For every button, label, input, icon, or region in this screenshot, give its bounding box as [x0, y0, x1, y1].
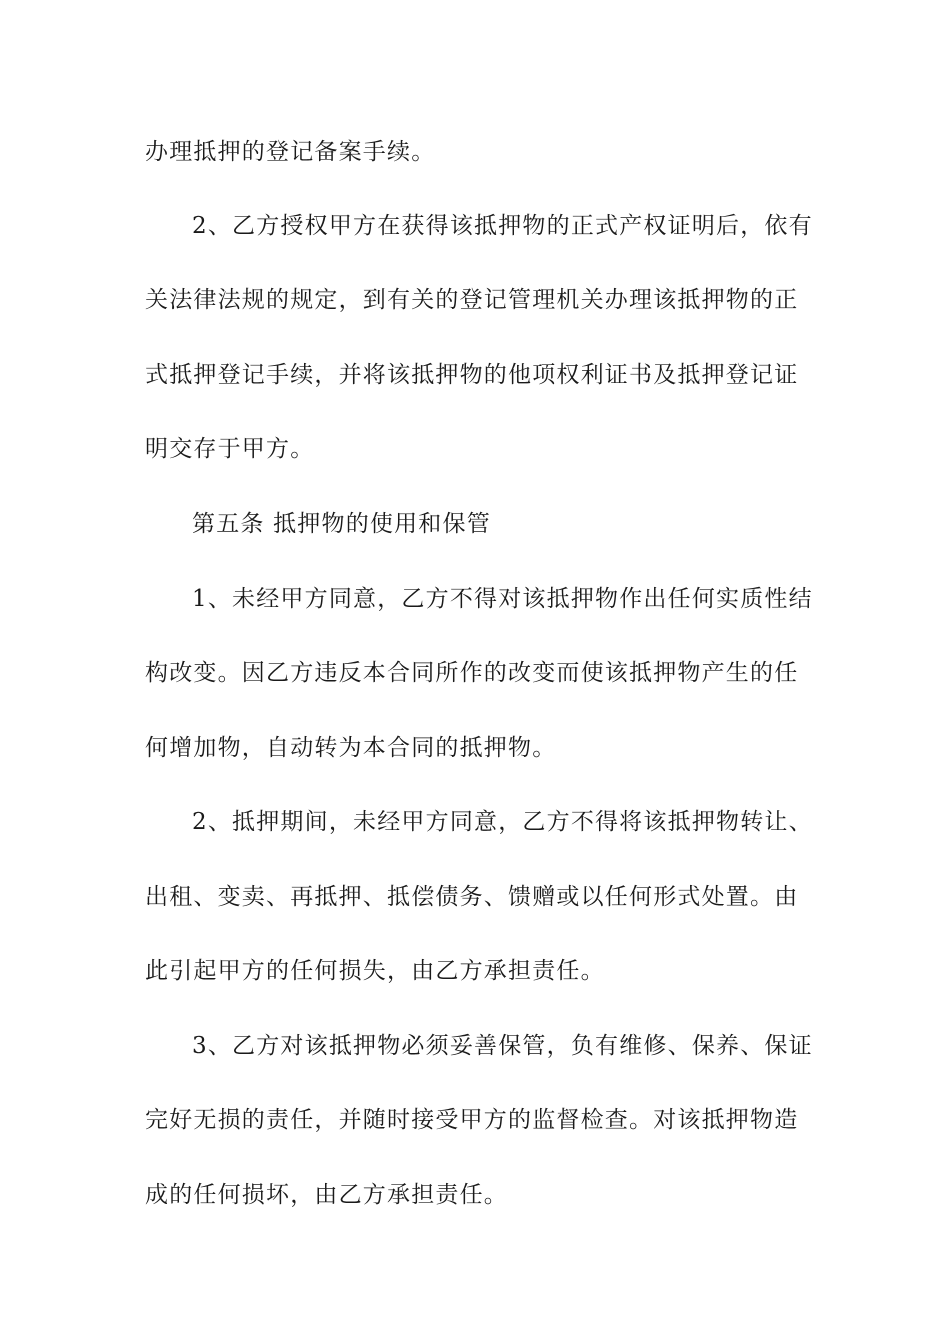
text-line: 成的任何损坏，由乙方承担责任。	[145, 1182, 508, 1208]
text-line: 出租、变卖、再抵押、抵偿债务、馈赠或以任何形式处置。由	[145, 884, 799, 910]
text-line: 何增加物，自动转为本合同的抵押物。	[145, 735, 557, 761]
text-line: 构改变。因乙方违反本合同所作的改变而使该抵押物产生的任	[145, 660, 799, 686]
text-line: 式抵押登记手续，并将该抵押物的他项权利证书及抵押登记证	[145, 362, 799, 388]
text-line: 关法律法规的规定，到有关的登记管理机关办理该抵押物的正	[145, 287, 799, 313]
text-line: 此引起甲方的任何损失，由乙方承担责任。	[145, 958, 605, 984]
text-line: 2、抵押期间，未经甲方同意，乙方不得将该抵押物转让、	[192, 809, 813, 835]
text-line: 办理抵押的登记备案手续。	[145, 139, 436, 165]
text-line: 1、未经甲方同意，乙方不得对该抵押物作出任何实质性结	[192, 586, 813, 612]
text-line: 明交存于甲方。	[145, 436, 315, 462]
text-line: 完好无损的责任，并随时接受甲方的监督检查。对该抵押物造	[145, 1107, 799, 1133]
text-line: 2、乙方授权甲方在获得该抵押物的正式产权证明后，依有	[192, 213, 813, 239]
section-heading: 第五条 抵押物的使用和保管	[192, 511, 491, 537]
text-line: 3、乙方对该抵押物必须妥善保管，负有维修、保养、保证	[192, 1033, 813, 1059]
